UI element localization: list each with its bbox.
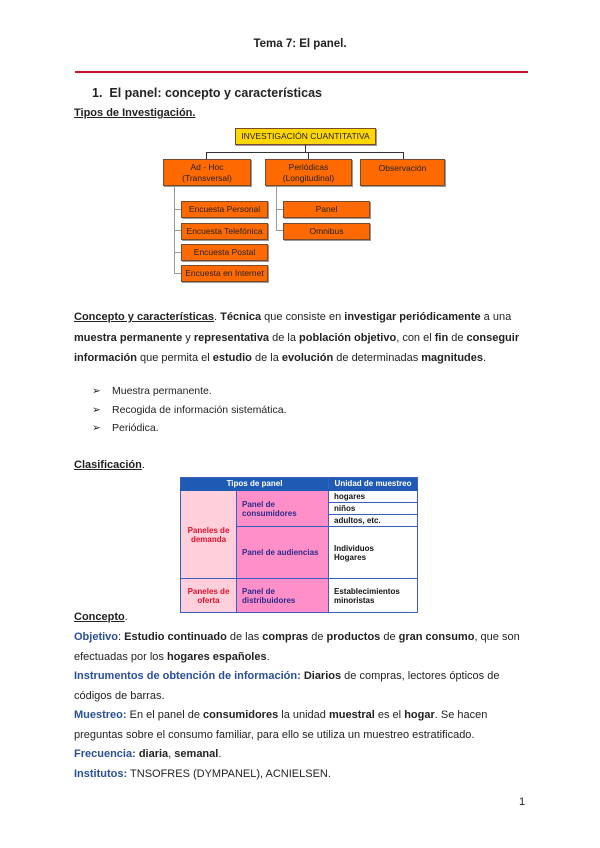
field-label: Objetivo xyxy=(74,631,119,643)
cell-unit: hogares xyxy=(329,490,418,503)
text: : xyxy=(118,631,125,643)
concepto-item xyxy=(74,667,534,706)
unit-line: Individuos xyxy=(334,543,374,553)
node-label: Omnibus xyxy=(309,226,344,236)
bold-text: muestra permanente xyxy=(74,331,183,344)
text: de xyxy=(308,631,327,643)
text: la unidad xyxy=(278,709,329,721)
clasificacion-heading xyxy=(74,459,145,471)
cell-demanda: Paneles de demanda xyxy=(181,490,237,579)
diagram-encuesta-postal xyxy=(181,244,268,261)
text: . xyxy=(483,352,487,364)
bold-text: estudio xyxy=(212,352,252,364)
bold-text: representativa xyxy=(193,331,270,344)
text: . xyxy=(266,650,270,663)
text: de compras, lectores ópticos de códigos de barras. xyxy=(74,670,500,702)
cell-unit xyxy=(329,527,418,579)
adhoc-sublabel: (Transversal) xyxy=(182,172,232,183)
heading-suffix: . xyxy=(124,611,128,623)
concepto-item xyxy=(74,706,534,745)
diagram-encuesta-internet xyxy=(181,265,268,282)
diagram-encuesta-telefonica xyxy=(181,223,268,240)
bold-text: Estudio continuado xyxy=(124,631,227,643)
bold-text: magnitudes xyxy=(421,352,484,364)
text: de la xyxy=(251,352,282,364)
bullet-text: Periódica. xyxy=(112,422,159,434)
observacion-label: Observación xyxy=(378,163,427,173)
bold-text: gran consumo xyxy=(398,631,475,643)
col-header: Tipos de panel xyxy=(181,478,329,491)
col-header: Unidad de muestreo xyxy=(329,478,418,491)
unit-line: Hogares xyxy=(334,552,367,562)
bullet-text: Muestra permanente. xyxy=(112,385,212,397)
periodicas-sublabel: (Longitudinal) xyxy=(282,172,335,183)
cell-unit: niños xyxy=(329,503,418,515)
text: que permita el xyxy=(136,352,213,364)
bold-text: evolución xyxy=(281,352,334,364)
research-types-diagram xyxy=(0,0,600,300)
cell-oferta: Paneles de oferta xyxy=(181,579,237,613)
diagram-periodicas xyxy=(265,159,352,186)
diagram-root xyxy=(235,128,376,145)
bullet-item xyxy=(92,385,212,397)
concepto-caracteristicas-paragraph xyxy=(74,307,534,369)
bold-text: productos xyxy=(326,631,381,643)
inline-heading: Concepto y características xyxy=(74,311,215,323)
periodicas-label: Periódicas xyxy=(288,161,329,172)
concepto-heading xyxy=(74,611,128,623)
text: , que son efectuadas por los xyxy=(74,631,520,663)
concepto-item xyxy=(74,745,534,765)
node-label: Encuesta Telefónica xyxy=(186,226,263,236)
node-label: Panel xyxy=(315,204,338,214)
diagram-root-label: INVESTIGACIÓN CUANTITATIVA xyxy=(241,131,370,141)
text: de la xyxy=(269,331,300,344)
field-label: Frecuencia: xyxy=(74,748,136,760)
arrow-bullet-icon: ➢ xyxy=(92,404,101,416)
diagram-panel xyxy=(283,201,370,218)
text: a una xyxy=(480,311,512,323)
node-label: Encuesta Personal xyxy=(188,204,261,214)
text: que consiste en xyxy=(261,311,345,323)
concepto-item xyxy=(74,765,534,785)
field-label: Muestreo: xyxy=(74,709,127,721)
panel-classification-table xyxy=(180,477,418,613)
concepto-details xyxy=(74,628,534,784)
text: . Se hacen preguntas sobre el consumo familiar, para ello se utiliza un muestreo estratificado. xyxy=(74,709,488,741)
node-label: Encuesta en Internet xyxy=(185,268,264,278)
arrow-bullet-icon: ➢ xyxy=(92,422,101,434)
bullet-text: Recogida de información sistemática. xyxy=(112,404,287,416)
diagram-encuesta-personal xyxy=(181,201,268,218)
bullet-item xyxy=(92,422,159,434)
text: . xyxy=(218,748,222,760)
bold-text: conseguir información xyxy=(74,331,520,364)
tipos-heading: Tipos de Investigación. xyxy=(74,107,196,119)
text: , con el xyxy=(396,331,435,344)
node-label: Encuesta Postal xyxy=(193,247,256,257)
text: de xyxy=(380,631,399,643)
text: , xyxy=(168,748,175,760)
section-number: 1. xyxy=(92,86,103,100)
text: . xyxy=(214,311,221,323)
cell-distribuidores: Panel de distribuidores xyxy=(237,579,329,613)
bullet-item xyxy=(92,404,287,416)
text: de determinadas xyxy=(333,352,422,364)
bold-text: hogares españoles xyxy=(166,650,267,663)
heading-text: Clasificación xyxy=(74,459,142,471)
text: y xyxy=(182,331,194,344)
adhoc-label: Ad - Hoc xyxy=(190,161,224,172)
bold-text: semanal xyxy=(174,748,219,760)
text: de xyxy=(448,331,467,344)
section-title: El panel: concepto y características xyxy=(109,86,322,100)
heading-text: Concepto xyxy=(74,611,125,623)
cell-unit: adultos, etc. xyxy=(329,515,418,527)
bold-text: investigar periódicamente xyxy=(344,311,481,323)
arrow-bullet-icon: ➢ xyxy=(92,385,101,397)
diagram-omnibus xyxy=(283,223,370,240)
bold-text: Técnica xyxy=(220,311,262,323)
bold-text: compras xyxy=(262,631,309,643)
concepto-item xyxy=(74,628,534,667)
bold-text: población objetivo xyxy=(299,331,397,344)
bold-text: fin xyxy=(434,331,449,344)
text: TNSOFRES (DYMPANEL), ACNIELSEN. xyxy=(127,767,331,780)
bold-text: consumidores xyxy=(203,709,279,721)
text: es el xyxy=(374,709,405,721)
cell-consumidores: Panel de consumidores xyxy=(237,490,329,527)
bold-text: muestral xyxy=(328,709,375,721)
diagram-observacion xyxy=(360,159,445,186)
page-number: 1 xyxy=(519,796,526,808)
bold-text: diaria xyxy=(138,748,169,760)
cell-unit: Establecimientos minoristas xyxy=(329,579,418,613)
field-label: Institutos: xyxy=(74,767,128,780)
diagram-adhoc xyxy=(163,159,251,186)
text: de las xyxy=(226,631,263,643)
text: En el panel de xyxy=(126,709,204,721)
bold-text: hogar xyxy=(404,709,435,721)
page-header-title: Tema 7: El panel. xyxy=(253,38,347,50)
field-label: Instrumentos de obtención de información: xyxy=(74,670,301,682)
heading-suffix: . xyxy=(141,459,145,471)
bold-text: Diarios xyxy=(303,670,342,682)
cell-audiencias: Panel de audiencias xyxy=(237,527,329,579)
